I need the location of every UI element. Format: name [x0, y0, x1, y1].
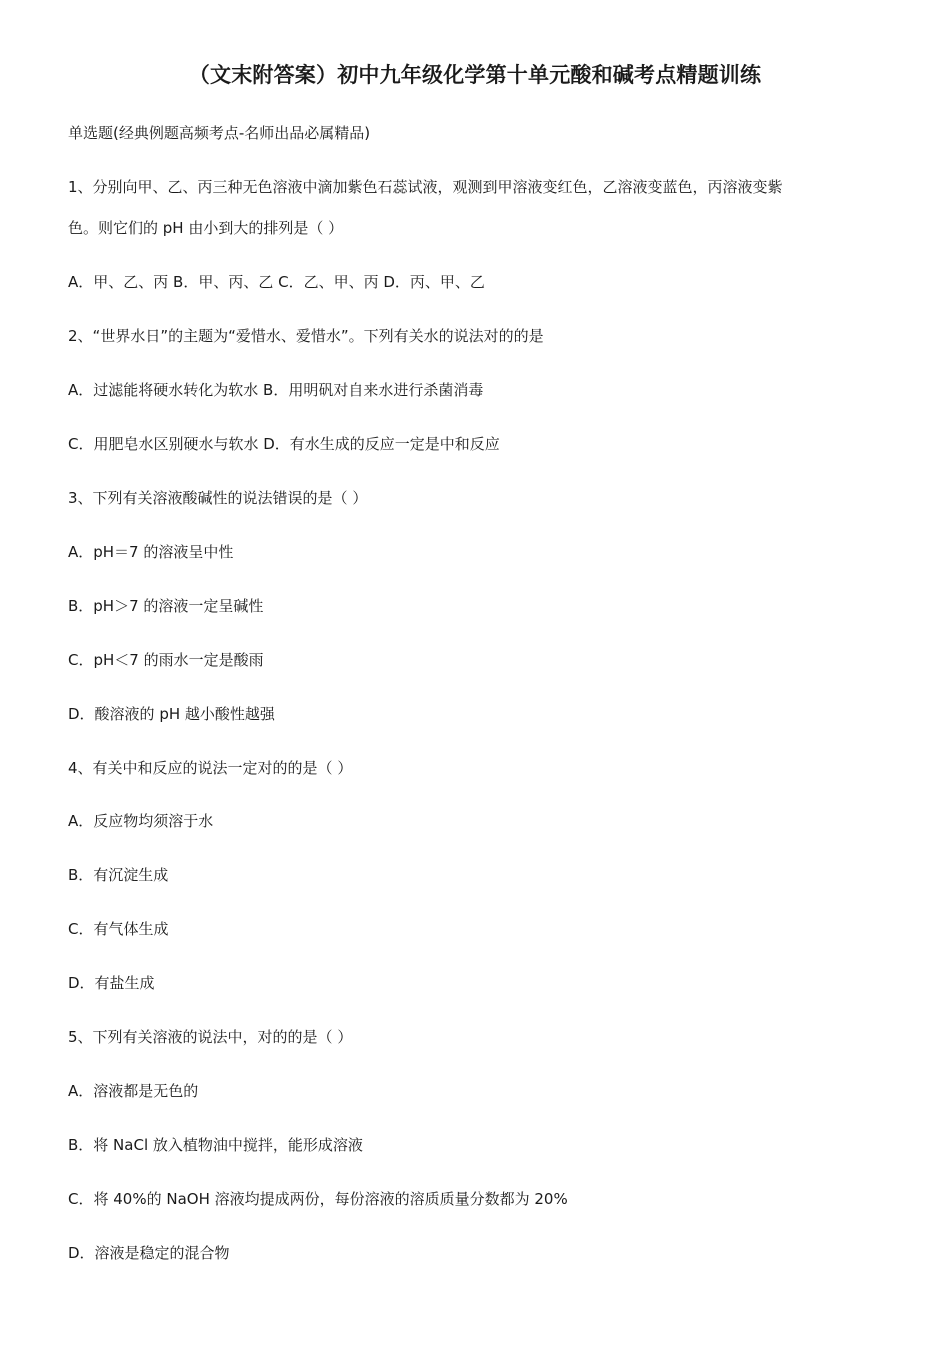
question-3-option-a: A．pH＝7 的溶液呈中性 [68, 543, 234, 561]
question-5-option-c: C．将 40%的 NaOH 溶液均提成两份，每份溶液的溶质质量分数都为 20% [68, 1190, 568, 1208]
question-4-stem: 4、有关中和反应的说法一定对的的是（ ） [68, 759, 353, 777]
question-5-option-d: D．溶液是稳定的混合物 [68, 1244, 230, 1262]
question-4-option-a: A．反应物均须溶于水 [68, 812, 214, 830]
question-4-option-b: B．有沉淀生成 [68, 866, 169, 884]
question-3-option-c: C．pH＜7 的雨水一定是酸雨 [68, 651, 264, 669]
question-3-option-b: B．pH＞7 的溶液一定呈碱性 [68, 597, 264, 615]
question-3-stem: 3、下列有关溶液酸碱性的说法错误的是（ ） [68, 489, 368, 507]
question-2-options-line-2: C．用肥皂水区别硬水与软水 D．有水生成的反应一定是中和反应 [68, 435, 500, 453]
document-title: （文末附答案）初中九年级化学第十单元酸和碱考点精题训练 [188, 63, 762, 87]
question-4-option-d: D．有盐生成 [68, 974, 155, 992]
question-4-option-c: C．有气体生成 [68, 920, 169, 938]
question-1-stem-line-2: 色。则它们的 pH 由小到大的排列是（ ） [68, 219, 344, 237]
question-5-stem: 5、下列有关溶液的说法中，对的的是（ ） [68, 1028, 353, 1046]
question-3-option-d: D．酸溶液的 pH 越小酸性越强 [68, 705, 275, 723]
question-5-option-a: A．溶液都是无色的 [68, 1082, 199, 1100]
question-5-option-b: B．将 NaCl 放入植物油中搅拌，能形成溶液 [68, 1136, 363, 1154]
question-1-options: A．甲、乙、丙 B．甲、丙、乙 C．乙、甲、丙 D．丙、甲、乙 [68, 273, 485, 291]
question-2-options-line-1: A．过滤能将硬水转化为软水 B．用明矾对自来水进行杀菌消毒 [68, 381, 484, 399]
section-heading: 单选题(经典例题高频考点-名师出品必属精品) [68, 124, 371, 142]
question-1-stem-line-1: 1、分别向甲、乙、丙三种无色溶液中滴加紫色石蕊试液，观测到甲溶液变红色，乙溶液变蓝色，丙溶液变紫 [68, 178, 783, 196]
question-2-stem: 2、“世界水日”的主题为“爱惜水、爱惜水”。下列有关水的说法对的的是 [68, 327, 544, 345]
